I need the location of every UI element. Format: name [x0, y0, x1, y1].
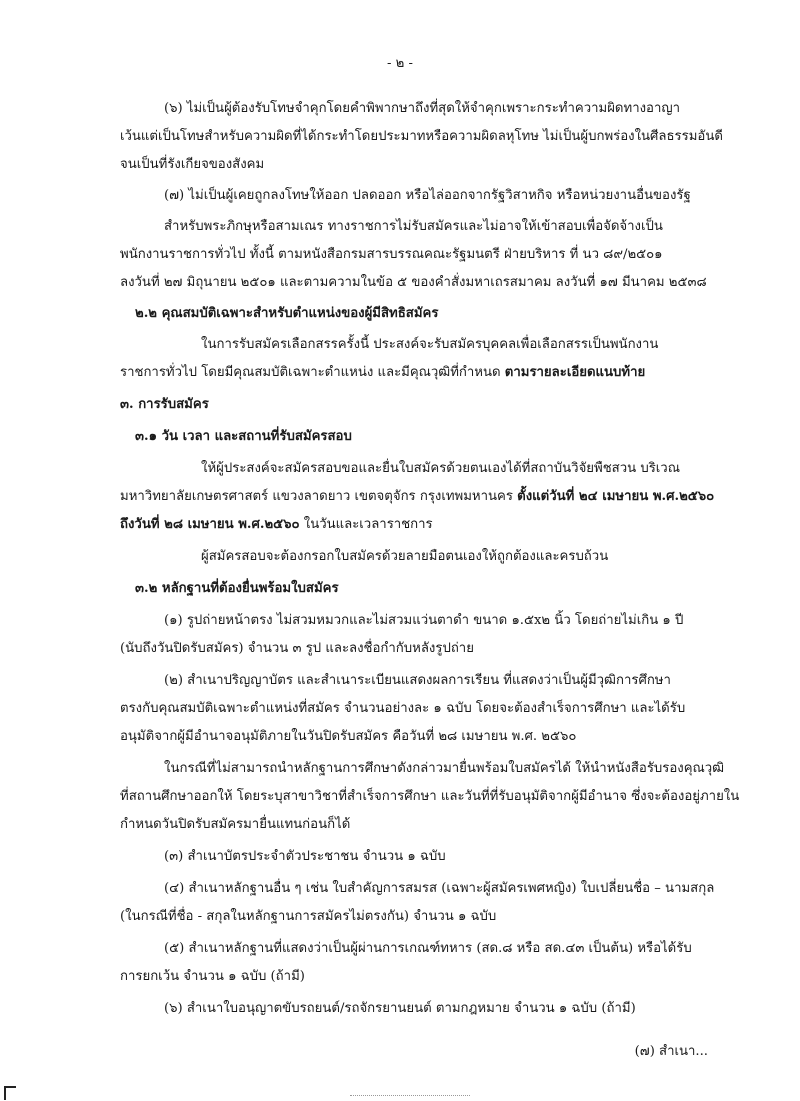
text-line: (๑) รูปถ่ายหน้าตรง ไม่สวมหมวกและไม่สวมแว่นตาดำ ขนาด ๑.๕x๒ นิ้ว โดยถ่ายไม่เกิน ๑ ปี: [164, 613, 684, 628]
text-line: ที่สถานศึกษาออกให้ โดยระบุสาขาวิชาที่สำเร็จการศึกษา และวันที่ที่รับอนุมัติจากผู้มีอำนาจ ซึ่งจะต้องอยู่ภายใน: [120, 789, 740, 804]
page-number: - ๒ -: [387, 56, 413, 71]
text-line: มหาวิทยาลัยเกษตรศาสตร์ แขวงลาดยาว เขตจตุจักร กรุงเทพมหานคร ตั้งแต่วันที่ ๒๔ เมษายน พ.ศ.๒๕๖๐: [120, 489, 715, 504]
text-line: (๓) สำเนาบัตรประจำตัวประชาชน จำนวน ๑ ฉบับ: [164, 849, 446, 864]
text-line: สำหรับพระภิกษุหรือสามเณร ทางราชการไม่รับสมัครและไม่อาจให้เข้าสอบเพื่อจัดจ้างเป็น: [164, 219, 663, 234]
text-line: (๖) สำเนาใบอนุญาตขับรถยนต์/รถจักรยานยนต์ ตามกฎหมาย จำนวน ๑ ฉบับ (ถ้ามี): [164, 1001, 636, 1016]
text-line: (๒) สำเนาปริญญาบัตร และสำเนาระเบียนแสดงผลการเรียน ที่แสดงว่าเป็นผู้มีวุฒิการศึกษา: [164, 673, 671, 688]
text-line: (๗) ไม่เป็นผู้เคยถูกลงโทษให้ออก ปลดออก หรือไล่ออกจากรัฐวิสาหกิจ หรือหน่วยงานอื่นของรัฐ: [164, 188, 691, 203]
text-line: ลงวันที่ ๒๗ มิถุนายน ๒๕๐๑ และตามความในข้อ ๕ ของคำสั่งมหาเถรสมาคม ลงวันที่ ๑๗ มีนาคม ๒๕๓๘: [120, 275, 707, 290]
text-line: กำหนดวันปิดรับสมัครมายื่นแทนก่อนก็ได้: [120, 817, 351, 832]
section-heading-3: ๓. การรับสมัคร: [120, 397, 209, 412]
section-heading-2-2: ๒.๒ คุณสมบัติเฉพาะสำหรับตำแหน่งของผู้มีสิทธิสมัคร: [135, 306, 439, 321]
text-line: อนุมัติจากผู้มีอำนาจอนุมัติภายในวันปิดรับสมัคร คือวันที่ ๒๘ เมษายน พ.ศ. ๒๕๖๐: [120, 729, 577, 744]
text-line: ราชการทั่วไป โดยมีคุณสมบัติเฉพาะตำแหน่ง และมีคุณวุฒิที่กำหนด ตามรายละเอียดแนบท้าย: [120, 365, 646, 380]
text-line: ตรงกับคุณสมบัติเฉพาะตำแหน่งที่สมัคร จำนวนอย่างละ ๑ ฉบับ โดยจะต้องสำเร็จการศึกษา และได้รับ: [120, 701, 686, 716]
emphasis-text: ถึงวันที่ ๒๘ เมษายน พ.ศ.๒๕๖๐: [120, 517, 300, 532]
text-line: (นับถึงวันปิดรับสมัคร) จำนวน ๓ รูป และลงชื่อกำกับหลังรูปถ่าย: [120, 641, 474, 656]
text-line: เว้นแต่เป็นโทษสำหรับความผิดที่ได้กระทำโดยประมาทหรือความผิดลหุโทษ ไม่เป็นผู้บกพร่องในศีลธรรมอันดี: [120, 129, 723, 144]
scan-edge-mark: [4, 1086, 16, 1100]
text-line: (ในกรณีที่ชื่อ - สกุลในหลักฐานการสมัครไม่ตรงกัน) จำนวน ๑ ฉบับ: [120, 909, 497, 924]
emphasis-text: ตามรายละเอียดแนบท้าย: [504, 365, 646, 380]
text-line: (๖) ไม่เป็นผู้ต้องรับโทษจำคุกโดยคำพิพากษาถึงที่สุดให้จำคุกเพราะกระทำความผิดทางอาญา: [164, 101, 680, 116]
section-heading-3-1: ๓.๑ วัน เวลา และสถานที่รับสมัครสอบ: [135, 429, 352, 444]
emphasis-text: ตั้งแต่วันที่ ๒๔ เมษายน พ.ศ.๒๕๖๐: [517, 489, 715, 504]
text-line: การยกเว้น จำนวน ๑ ฉบับ (ถ้ามี): [120, 969, 305, 984]
text-line: (๔) สำเนาหลักฐานอื่น ๆ เช่น ใบสำคัญการสมรส (เฉพาะผู้สมัครเพศหญิง) ใบเปลี่ยนชื่อ – นามสกุล: [164, 881, 715, 896]
text-line: ให้ผู้ประสงค์จะสมัครสอบขอและยื่นใบสมัครด้วยตนเองได้ที่สถาบันวิจัยพืชสวน บริเวณ: [201, 461, 680, 476]
text-line: (๕) สำเนาหลักฐานที่แสดงว่าเป็นผู้ผ่านการเกณฑ์ทหาร (สด.๘ หรือ สด.๔๓ เป็นต้น) หรือได้รับ: [164, 941, 692, 956]
text-line: จนเป็นที่รังเกียจของสังคม: [120, 157, 265, 172]
text-line: พนักงานราชการทั่วไป ทั้งนี้ ตามหนังสือกรมสารบรรณคณะรัฐมนตรี ฝ่ายบริหาร ที่ นว ๘๙/๒๕๐๑: [120, 247, 663, 262]
continuation-text: (๗) สำเนา...: [634, 1044, 708, 1059]
text-line: ในกรณีที่ไม่สามารถนำหลักฐานการศึกษาดังกล่าวมายื่นพร้อมใบสมัครได้ ให้นำหนังสือรับรองคุณวุฒิ: [164, 761, 725, 776]
text-line: ถึงวันที่ ๒๘ เมษายน พ.ศ.๒๕๖๐ ในวันและเวลาราชการ: [120, 517, 433, 532]
section-heading-3-2: ๓.๒ หลักฐานที่ต้องยื่นพร้อมใบสมัคร: [135, 581, 339, 596]
scan-edge-line: [350, 1095, 470, 1097]
text-line: ผู้สมัครสอบจะต้องกรอกใบสมัครด้วยลายมือตนเองให้ถูกต้องและครบถ้วน: [201, 549, 609, 564]
text-line: ในการรับสมัครเลือกสรรครั้งนี้ ประสงค์จะรับสมัครบุคคลเพื่อเลือกสรรเป็นพนักงาน: [201, 337, 659, 352]
